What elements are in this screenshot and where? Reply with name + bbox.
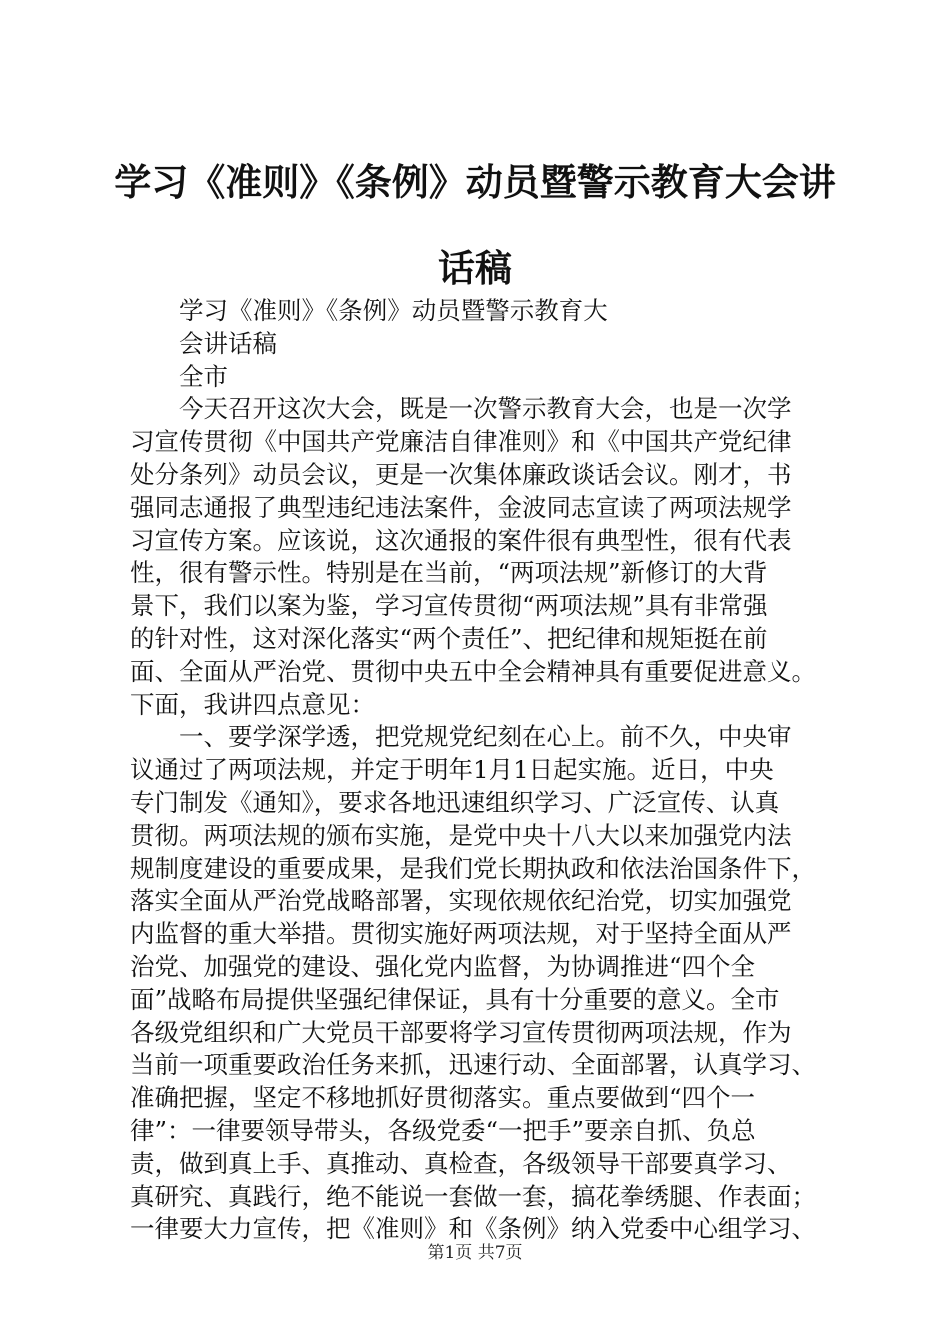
body-line: 处分条列》动员会议，更是一次集体廉政谈话会议。刚才，书: [130, 459, 792, 489]
body-line: 景下，我们以案为鉴，学习宣传贯彻“两项法规”具有非常强: [130, 591, 768, 621]
body-line: 专门制发《通知》，要求各地迅速组织学习、广泛宣传、认真: [130, 787, 780, 817]
body-line: 习宣传方案。应该说，这次通报的案件很有典型性，很有代表: [130, 525, 792, 555]
body-line: 治党、加强党的建设、强化党内监督，为协调推进“四个全: [130, 951, 756, 981]
body-line: 的针对性，这对深化落实“两个责任”、把纪律和规矩挺在前: [130, 623, 768, 653]
body-line: 下面，我讲四点意见：: [130, 689, 375, 719]
body-line: 责，做到真上手、真推动、真检查，各级领导干部要真学习、: [130, 1148, 792, 1178]
body-line: 全市: [179, 361, 228, 391]
body-line: 面、全面从严治党、贯彻中央五中全会精神具有重要促进意义。: [130, 656, 816, 686]
body-line: 内监督的重大举措。贯彻实施好两项法规，对于坚持全面从严: [130, 919, 792, 949]
page-footer: 第1页 共7页: [427, 1243, 523, 1263]
body-line: 今天召开这次大会，既是一次警示教育大会，也是一次学: [179, 394, 792, 424]
body-line: 各级党组织和广大党员干部要将学习宣传贯彻两项法规，作为: [130, 1017, 792, 1047]
body-line: 学习《准则》《条例》动员暨警示教育大: [179, 296, 608, 325]
body-line: 会讲话稿: [179, 328, 277, 358]
body-line: 落实全面从严治党战略部署，实现依规依纪治党，切实加强党: [130, 886, 792, 916]
body-line: 准确把握，坚定不移地抓好贯彻落实。重点要做到“四个一: [130, 1083, 756, 1113]
body-line: 性，很有警示性。特别是在当前，“两项法规”新修订的大背: [130, 558, 768, 588]
body-line: 当前一项重要政治任务来抓，迅速行动、全面部署，认真学习、: [130, 1050, 816, 1080]
body-line: 一律要大力宣传，把《准则》和《条例》纳入党委中心组学习、: [130, 1214, 816, 1244]
document-title-line-1: 学习《准则》《条例》动员暨警示教育大会讲: [114, 161, 836, 204]
body-line: 议通过了两项法规，并定于明年1月1日起实施。近日，中央: [130, 755, 774, 785]
body-line: 律”：一律要领导带头，各级党委“一把手”要亲自抓、负总: [130, 1115, 756, 1145]
body-line: 一、要学深学透，把党规党纪刻在心上。前不久，中央审: [179, 722, 792, 752]
body-line: 习宣传贯彻《中国共产党廉洁自律准则》和《中国共产党纪律: [130, 427, 792, 457]
body-line: 贯彻。两项法规的颁布实施，是党中央十八大以来加强党内法: [130, 820, 792, 850]
document-title-line-2: 话稿: [438, 247, 512, 290]
body-line: 强同志通报了典型违纪违法案件，金波同志宣读了两项法规学: [130, 492, 792, 522]
body-line: 规制度建设的重要成果，是我们党长期执政和依法治国条件下，: [130, 853, 816, 883]
document-body: [130, 295, 860, 1246]
body-line: 真研究、真践行，绝不能说一套做一套，搞花拳绣腿、作表面；: [130, 1181, 816, 1211]
body-line: 面”战略布局提供坚强纪律保证，具有十分重要的意义。全市: [130, 984, 780, 1014]
